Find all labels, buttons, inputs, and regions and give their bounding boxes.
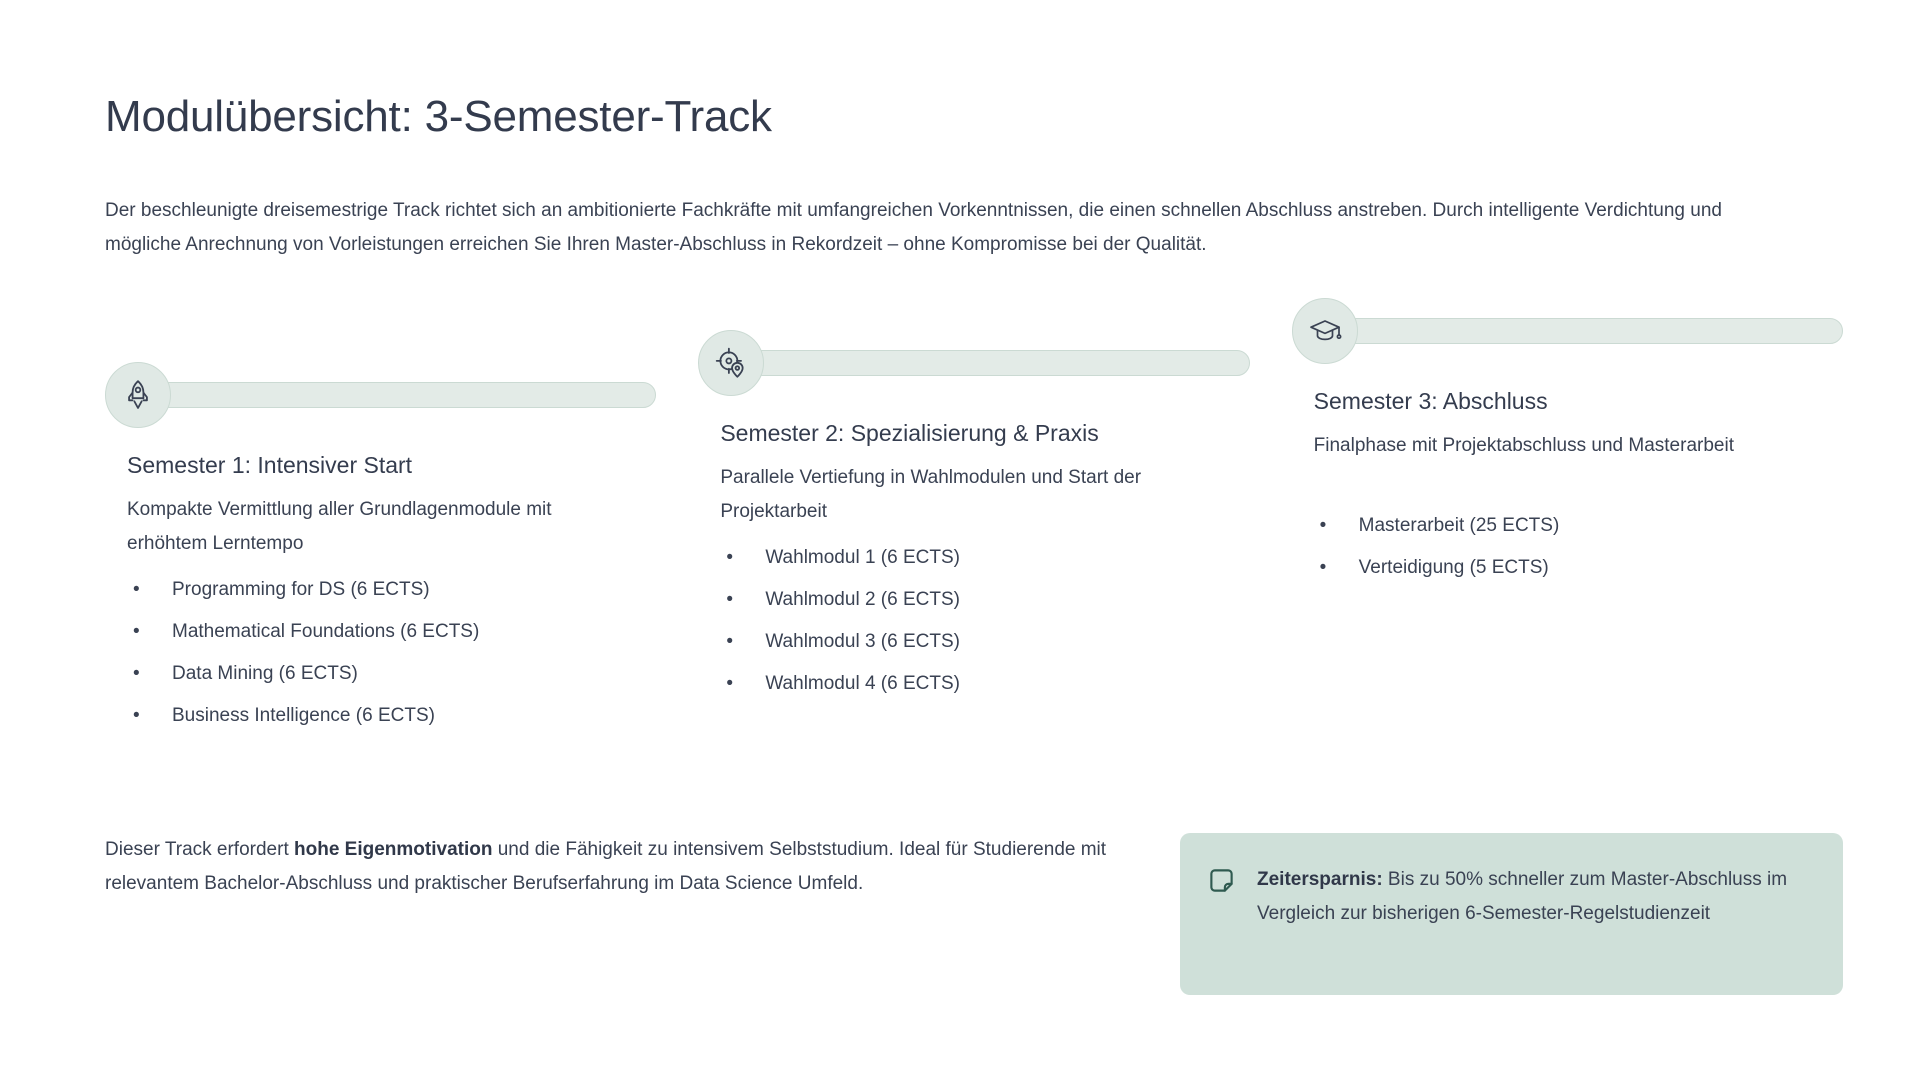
module-item: • Wahlmodul 2 (6 ECTS) [720,583,1249,617]
note-bold-text: hohe Eigenmotivation [294,839,493,860]
semester-1-heading: Semester 1: Intensiver Start [127,452,413,478]
semester-3-column [1292,298,1843,593]
module-item: • Business Intelligence (6 ECTS) [127,699,656,733]
rocket-icon [105,362,171,428]
note-text: Dieser Track erfordert [105,839,294,860]
semester-1-column [105,362,656,741]
module-item: • Mathematical Foundations (6 ECTS) [127,615,656,649]
time-saving-callout [1180,833,1843,995]
semester-2-column [698,330,1249,709]
semester-1-milestone [105,362,656,428]
callout-label: Zeitersparnis: [1257,869,1383,890]
semester-1-module-list [127,573,656,733]
module-item: • Wahlmodul 3 (6 ECTS) [720,625,1249,659]
track-requirements-paragraph [105,833,1135,901]
semester-1-description: Kompakte Vermittlung aller Grundlagenmodule mit erhöhtem Lerntempo [127,499,552,554]
semester-3-heading: Semester 3: Abschluss [1313,388,1548,414]
semester-2-module-list [720,541,1249,701]
semester-2-description: Parallele Vertiefung in Wahlmodulen und Start der Projektarbeit [720,467,1142,522]
timeline-bar [155,382,656,408]
note-text: und die Fähigkeit zu intensivem Selbststudium. Ideal für Studierende mit relevantem Bachelor-Abschluss und praktischer Berufserfahrung im Data Science Umfeld. [105,839,1107,894]
sticky-note-icon [1208,867,1235,965]
module-item: • Verteidigung (5 ECTS) [1314,551,1843,585]
callout-text: Zeitersparnis: Bis zu 50% schneller zum Master-Abschluss im Vergleich zur bisherigen 6-Semester-Regelstudienzeit [1257,869,1788,924]
semester-3-description: Finalphase mit Projektabschluss und Masterarbeit [1313,435,1734,456]
module-item: • Programming for DS (6 ECTS) [127,573,656,607]
semester-2-milestone [698,330,1249,396]
semester-timeline [105,298,1843,741]
page-title: Modulübersicht: 3-Semester-Track [105,92,772,141]
timeline-bar [1342,318,1843,344]
graduation-cap-icon [1292,298,1358,364]
timeline-bar [748,350,1249,376]
bottom-section [105,833,1843,995]
semester-3-milestone [1292,298,1843,364]
semester-2-heading: Semester 2: Spezialisierung & Praxis [720,420,1099,446]
module-item: • Wahlmodul 4 (6 ECTS) [720,667,1249,701]
module-item: • Masterarbeit (25 ECTS) [1314,509,1843,543]
intro-paragraph: Der beschleunigte dreisemestrige Track richtet sich an ambitionierte Fachkräfte mit umfangreichen Vorkenntnissen, die einen schnellen Abschluss anstreben. Durch intelligente Verdichtung und mögliche Anrechnung von Vorleistungen erreichen Sie Ihren Master-Abschluss in Rekordzeit – ohne Kompromisse bei der Qualität. [105,200,1722,255]
module-item: • Data Mining (6 ECTS) [127,657,656,691]
semester-3-module-list [1314,509,1843,585]
target-location-icon [698,330,764,396]
module-item: • Wahlmodul 1 (6 ECTS) [720,541,1249,575]
